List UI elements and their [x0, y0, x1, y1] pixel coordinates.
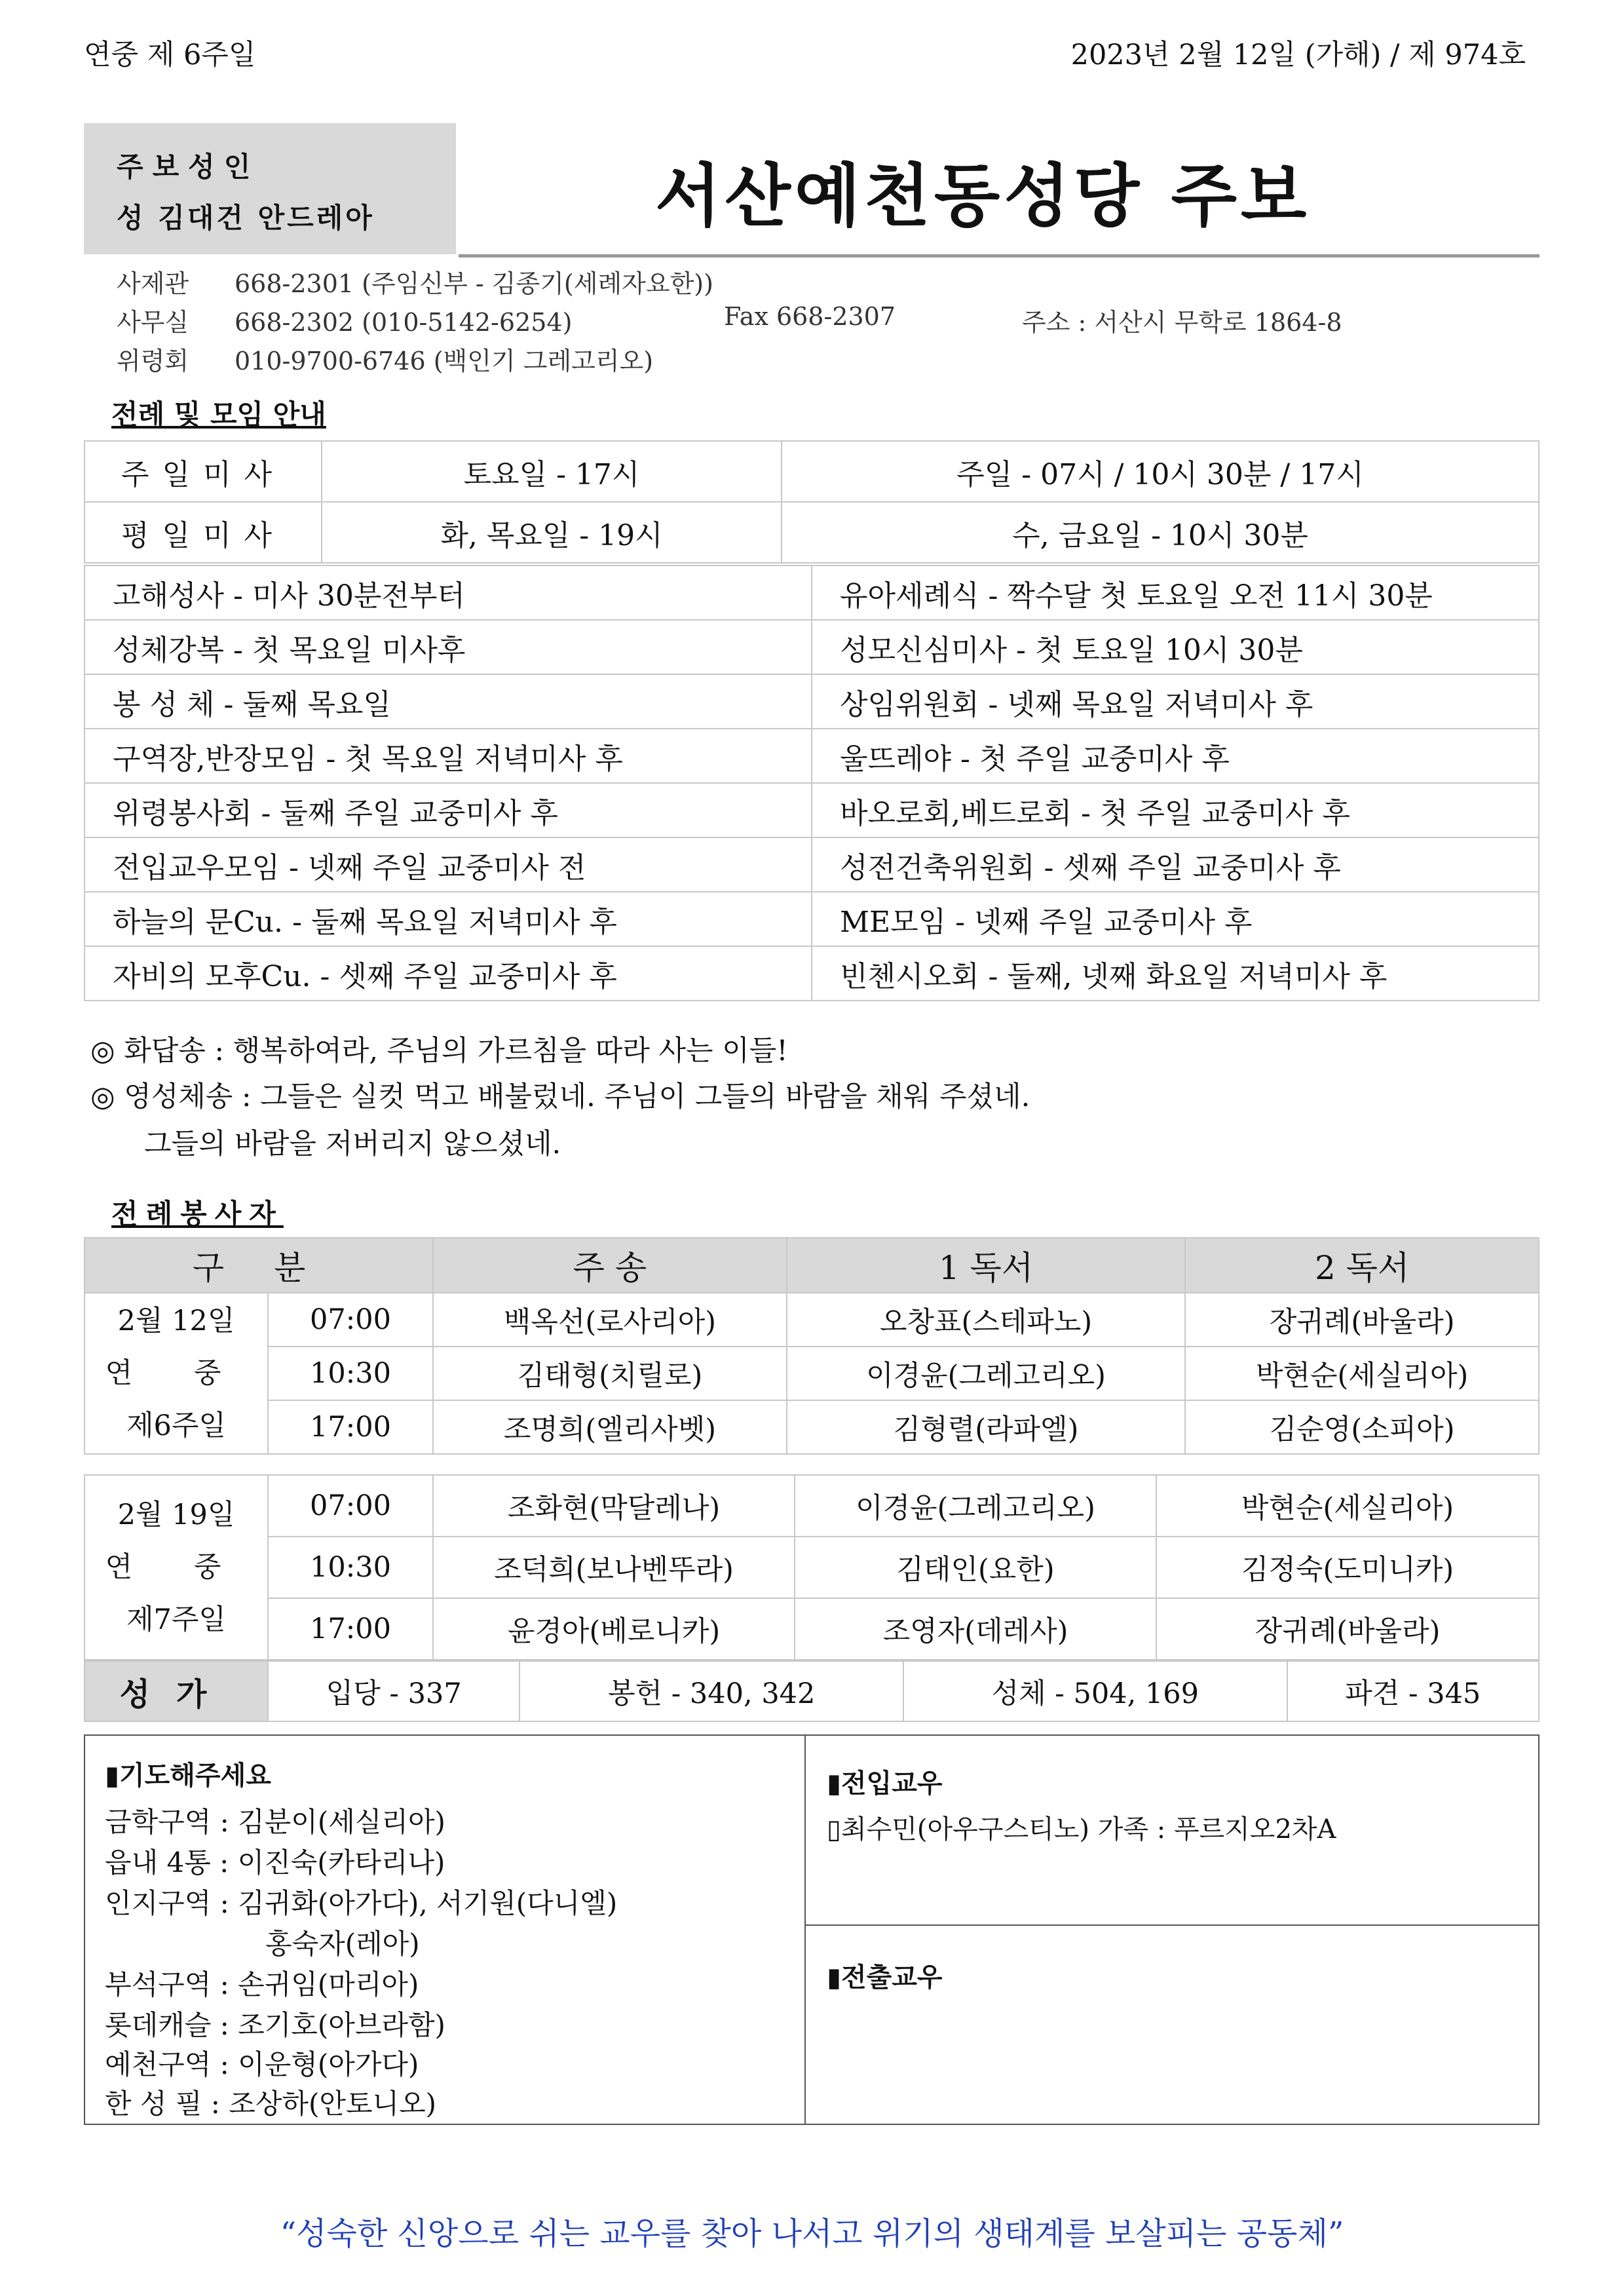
liturgy-servers-table-next — [84, 1474, 1539, 1660]
bar-bullet-icon: ▮ — [105, 1761, 120, 1791]
server-name: 오창표(스테파노) — [787, 1293, 1185, 1347]
table-row — [85, 1347, 1539, 1400]
schedule-cell: 자비의 모후Cu. - 셋째 주일 교중미사 후 — [85, 946, 812, 1001]
bar-bullet-icon: ▮ — [827, 1962, 842, 1993]
hymn-entrance: 입당 - 337 — [268, 1661, 519, 1721]
prayer-item: 롯데캐슬 : 조기호(아브라함) — [105, 2009, 445, 2041]
servers-heading: 전례봉사자 — [111, 1198, 284, 1230]
server-name: 장귀례(바울라) — [1156, 1598, 1539, 1660]
server-name: 김태형(치릴로) — [433, 1347, 787, 1400]
server-name: 김태인(요한) — [795, 1537, 1156, 1598]
server-name: 김정숙(도미니카) — [1156, 1537, 1539, 1598]
contact-value: 010-9700-6746 (백인기 그레고리오) — [235, 347, 654, 375]
prayer-item: 예천구역 : 이운형(아가다) — [105, 2048, 419, 2080]
table-row — [85, 1661, 1539, 1721]
server-name: 김형렬(라파엘) — [787, 1400, 1185, 1454]
server-name: 박현순(세실리아) — [1185, 1347, 1539, 1400]
schedule-cell: 전입교우모임 - 넷째 주일 교중미사 전 — [85, 837, 812, 892]
liturgy-servers-table — [84, 1237, 1539, 1455]
prayer-item: 한 성 필 : 조상하(안토니오) — [105, 2088, 437, 2120]
column-header: 1 독서 — [787, 1238, 1185, 1293]
schedule-cell: 하늘의 문Cu. - 둘째 목요일 저녁미사 후 — [85, 892, 812, 946]
move-in-entry: ▯최수민(아우구스티노) 가족 : 푸르지오2차A — [827, 1814, 1336, 1845]
server-name: 조화현(막달레나) — [433, 1475, 795, 1537]
hymns-table — [84, 1660, 1539, 1722]
table-row — [85, 783, 1539, 837]
schedule-cell: ME모임 - 넷째 주일 교중미사 후 — [812, 892, 1539, 946]
table-row — [85, 620, 1539, 674]
sunday-mass-label: 주일미사 — [85, 441, 322, 502]
contact-value: 668-2301 (주임신부 - 김종기(세례자요한)) — [235, 269, 713, 298]
hymn-recessional: 파견 - 345 — [1287, 1661, 1539, 1721]
liturgy-heading: 전례 및 모임 안내 — [111, 398, 326, 430]
server-name: 이경윤(그레고리오) — [787, 1347, 1185, 1400]
server-name: 김순영(소피아) — [1185, 1400, 1539, 1454]
week-date: 2월 12일 — [117, 1305, 235, 1337]
weekday-mass-a: 화, 목요일 - 19시 — [322, 502, 782, 563]
table-row — [85, 946, 1539, 1001]
table-row — [85, 837, 1539, 892]
weekday-mass-b: 수, 금요일 - 10시 30분 — [782, 502, 1539, 563]
mass-times-table — [84, 440, 1539, 564]
contact-address: 주소 : 서산시 무학로 1864-8 — [1022, 308, 1342, 337]
issue-dateline: 2023년 2월 12일 (가해) / 제 974호 — [1070, 39, 1526, 71]
move-out-heading: ▮전출교우 — [827, 1962, 943, 1993]
mass-time: 10:30 — [268, 1537, 433, 1598]
hymn-communion: 성체 - 504, 169 — [903, 1661, 1287, 1721]
sunday-mass-saturday: 토요일 - 17시 — [322, 441, 782, 502]
schedule-cell: 유아세례식 - 짝수달 첫 토요일 오전 11시 30분 — [812, 565, 1539, 620]
box-divider — [804, 1734, 806, 2125]
schedule-cell: 빈첸시오회 - 둘째, 넷째 화요일 저녁미사 후 — [812, 946, 1539, 1001]
parish-motto: “성숙한 신앙으로 쉬는 교우를 찾아 나서고 위기의 생태계를 보살피는 공동체” — [280, 2215, 1344, 2252]
hymns-label: 성가 — [85, 1661, 268, 1721]
weekday-mass-label: 평일미사 — [85, 502, 322, 563]
contact-label: 위령회 — [117, 347, 189, 375]
table-row — [85, 674, 1539, 729]
mass-time: 10:30 — [268, 1347, 433, 1400]
column-header: 2 독서 — [1185, 1238, 1539, 1293]
week-date: 2월 19일 — [117, 1499, 235, 1531]
schedule-cell: 울뜨레야 - 첫 주일 교중미사 후 — [812, 729, 1539, 783]
schedule-cell: 바오로회,베드로회 - 첫 주일 교중미사 후 — [812, 783, 1539, 837]
sunday-mass-sunday: 주일 - 07시 / 10시 30분 / 17시 — [782, 441, 1539, 502]
patron-name: 성 김대건 안드레아 — [117, 202, 375, 234]
prayer-item: 부석구역 : 손귀임(마리아) — [105, 1968, 419, 2000]
mass-time: 17:00 — [268, 1598, 433, 1660]
column-header: 구 분 — [85, 1238, 433, 1293]
server-name: 조명희(엘리사벳) — [433, 1400, 787, 1454]
mass-time: 07:00 — [268, 1475, 433, 1537]
contact-fax: Fax 668-2307 — [724, 302, 896, 331]
week-date-cell — [85, 1293, 268, 1454]
contact-label: 사무실 — [117, 308, 189, 337]
contact-label: 사제관 — [117, 269, 189, 298]
season-label: 연중 제 6주일 — [84, 39, 256, 71]
server-name: 이경윤(그레고리오) — [795, 1475, 1156, 1537]
table-row — [85, 1475, 1539, 1537]
schedule-cell: 위령봉사회 - 둘째 주일 교중미사 후 — [85, 783, 812, 837]
mass-time: 07:00 — [268, 1293, 433, 1347]
column-header: 주 송 — [433, 1238, 787, 1293]
mass-time: 17:00 — [268, 1400, 433, 1454]
prayer-item: 읍내 4통 : 이진숙(카타리나) — [105, 1846, 445, 1879]
prayer-item: 홍숙자(레아) — [265, 1928, 420, 1960]
table-row — [85, 1537, 1539, 1598]
schedule-cell: 성체강복 - 첫 목요일 미사후 — [85, 620, 812, 674]
prayer-item: 인지구역 : 김귀화(아가다), 서기원(다니엘) — [105, 1887, 618, 1919]
contact-office — [117, 302, 572, 338]
prayer-heading: ▮기도해주세요 — [105, 1761, 271, 1791]
table-row — [85, 1293, 1539, 1347]
prayer-item: 금학구역 : 김분이(세실리아) — [105, 1806, 445, 1838]
hymn-offertory: 봉헌 - 340, 342 — [519, 1661, 903, 1721]
week-number: 제7주일 — [126, 1603, 226, 1636]
server-name: 백옥선(로사리아) — [433, 1293, 787, 1347]
schedule-cell: 성전건축위원회 - 셋째 주일 교중미사 후 — [812, 837, 1539, 892]
server-name: 조영자(데레사) — [795, 1598, 1156, 1660]
week-number: 제6주일 — [126, 1409, 226, 1442]
move-in-heading: ▮전입교우 — [827, 1769, 943, 1799]
schedule-cell: 상임위원회 - 넷째 목요일 저녁미사 후 — [812, 674, 1539, 729]
table-row — [85, 729, 1539, 783]
title-divider — [459, 254, 1539, 258]
table-row — [85, 565, 1539, 620]
checkbox-glyph-icon: ▯ — [827, 1814, 842, 1845]
contact-value: 668-2302 (010-5142-6254) — [235, 308, 573, 337]
patron-heading: 주보성인 — [117, 151, 260, 183]
psalm-response: ◎ 화답송 : 행복하여라, 주님의 가르침을 따라 사는 이들! — [90, 1035, 788, 1067]
table-row — [85, 892, 1539, 946]
table-header-row — [85, 1238, 1539, 1293]
contact-rectory — [117, 263, 713, 299]
contact-funeral — [117, 341, 653, 377]
schedule-cell: 구역장,반장모임 - 첫 목요일 저녁미사 후 — [85, 729, 812, 783]
meeting-schedule-table — [84, 565, 1539, 1001]
table-row — [85, 1598, 1539, 1660]
week-date-cell — [85, 1475, 268, 1660]
bulletin-title: 서산예천동성당 주보 — [655, 156, 1311, 236]
table-row — [85, 1400, 1539, 1454]
communion-antiphon-cont: 그들의 바람을 저버리지 않으셨네. — [144, 1128, 561, 1160]
schedule-cell: 고해성사 - 미사 30분전부터 — [85, 565, 812, 620]
week-season: 연 중 — [105, 1551, 248, 1584]
table-row — [85, 502, 1539, 563]
week-season: 연 중 — [105, 1357, 248, 1390]
schedule-cell: 봉 성 체 - 둘째 목요일 — [85, 674, 812, 729]
server-name: 박현순(세실리아) — [1156, 1475, 1539, 1537]
server-name: 조덕희(보나벤뚜라) — [433, 1537, 795, 1598]
schedule-cell: 성모신심미사 - 첫 토요일 10시 30분 — [812, 620, 1539, 674]
server-name: 윤경아(베로니카) — [433, 1598, 795, 1660]
box-divider — [804, 1924, 1539, 1926]
bar-bullet-icon: ▮ — [827, 1769, 842, 1799]
table-row — [85, 441, 1539, 502]
communion-antiphon: ◎ 영성체송 : 그들은 실컷 먹고 배불렀네. 주님이 그들의 바람을 채워 주셨네. — [90, 1081, 1030, 1113]
server-name: 장귀례(바울라) — [1185, 1293, 1539, 1347]
